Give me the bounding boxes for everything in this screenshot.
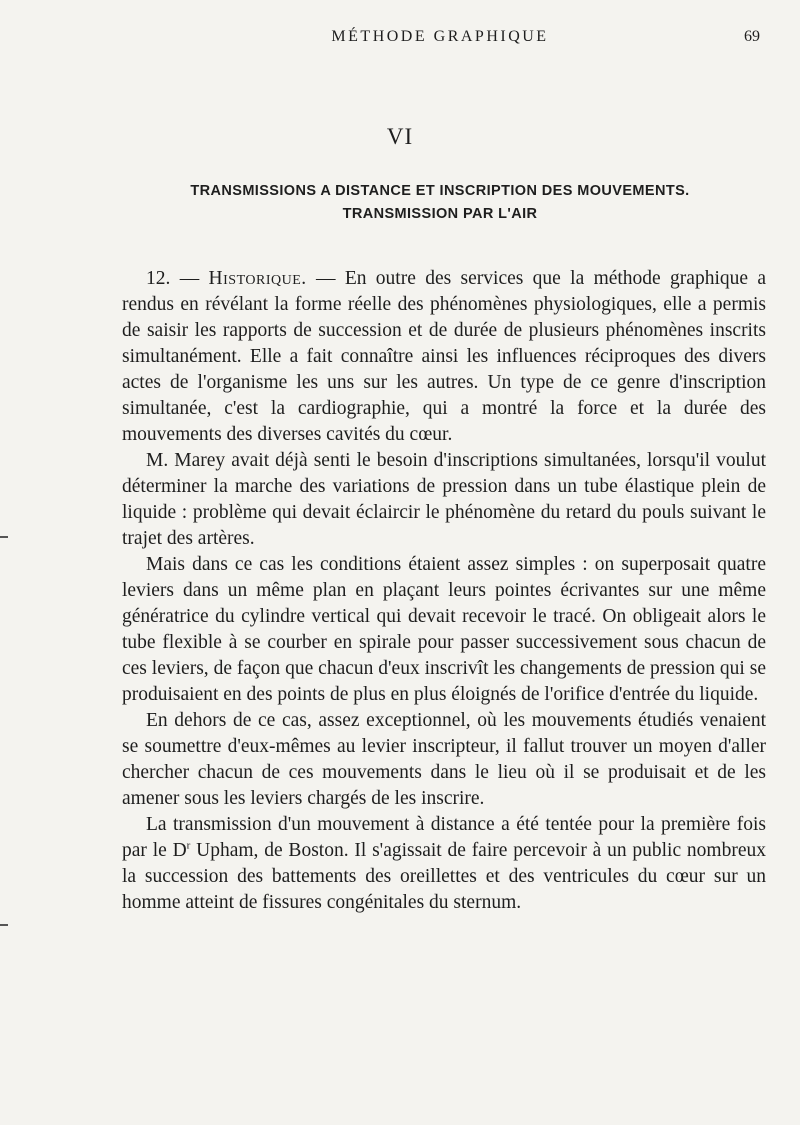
superscript: r [186,839,191,852]
section-heading-line-2: TRANSMISSION PAR L'AIR [342,206,538,222]
paragraph-leviers: Mais dans ce cas les conditions étaient assez simples : on superposait quatre leviers dans un même plan en plaçant leurs pointes écrivantes sur une même génératrice du cylindre vertical qui devait recevoir le tracé. On obligeait alors le tube flexible à se courber en spirale pour passer successivement sous chacun de ces leviers, de façon que chacun d'eux inscrivît les changements de pression qui se produisaient en des points de plus en plus éloignés de l'orifice d'entrée du liquide. [122,554,766,705]
margin-mark [0,924,8,926]
paragraph-marey: M. Marey avait déjà senti le besoin d'inscriptions simultanées, lorsqu'il voulut déterminer la marche des variations de pression dans un tube élastique plein de liquide : problème qui devait éclaircir le phénomène du retard du pouls suivant le trajet des artères. [122,450,766,549]
paragraph-text: Upham, de Boston. Il s'agissait de faire percevoir à un public nombreux la succession des battements des oreillettes et des ventricules du cœur sur un homme atteint de fissures congénitales du sternum. [122,840,767,913]
paragraph-exception: En dehors de ce cas, assez exceptionnel, où les mouvements étudiés venaient se soumettre d'eux-mêmes au levier inscripteur, il fallut trouver un moyen d'aller chercher chacun de ces mouvements dans le lieu où il se produisait et de les amener sous les leviers chargés de les inscrire. [122,710,766,809]
paragraph-text: En outre des services que la méthode graphique a rendus en révélant la forme réelle des phénomènes physiologiques, elle a permis de saisir les rapports de succession et de durée de plusieurs phénomènes inscrits simultanément. Elle a fait connaître ainsi les influences réciproques des divers actes de l'organisme les uns sur les autres. Un type de ce genre d'inscription simultanée, c'est la cardiographie, qui a montré la force et la durée des mouvements des diverses cavités du cœur. [122,268,767,445]
running-header [120,28,760,52]
dash: — [306,268,345,289]
section-heading [120,180,760,226]
body-text [122,266,766,916]
paragraph-number: 12. [146,268,171,289]
page-number: 69 [744,28,760,45]
section-number: VI [386,124,414,149]
paragraph-text: La transmission d'un mouvement à distance a été tentée pour la première fois par le D [122,814,766,861]
dash: — [170,268,209,289]
running-title: MÉTHODE GRAPHIQUE [331,28,549,45]
margin-mark [0,536,8,538]
paragraph-upham [122,812,766,916]
paragraph-historique [122,266,766,448]
paragraph-label: Historique. [208,268,307,289]
section-heading-line-1: TRANSMISSIONS A DISTANCE ET INSCRIPTION DES MOUVEMENTS. [190,183,690,199]
